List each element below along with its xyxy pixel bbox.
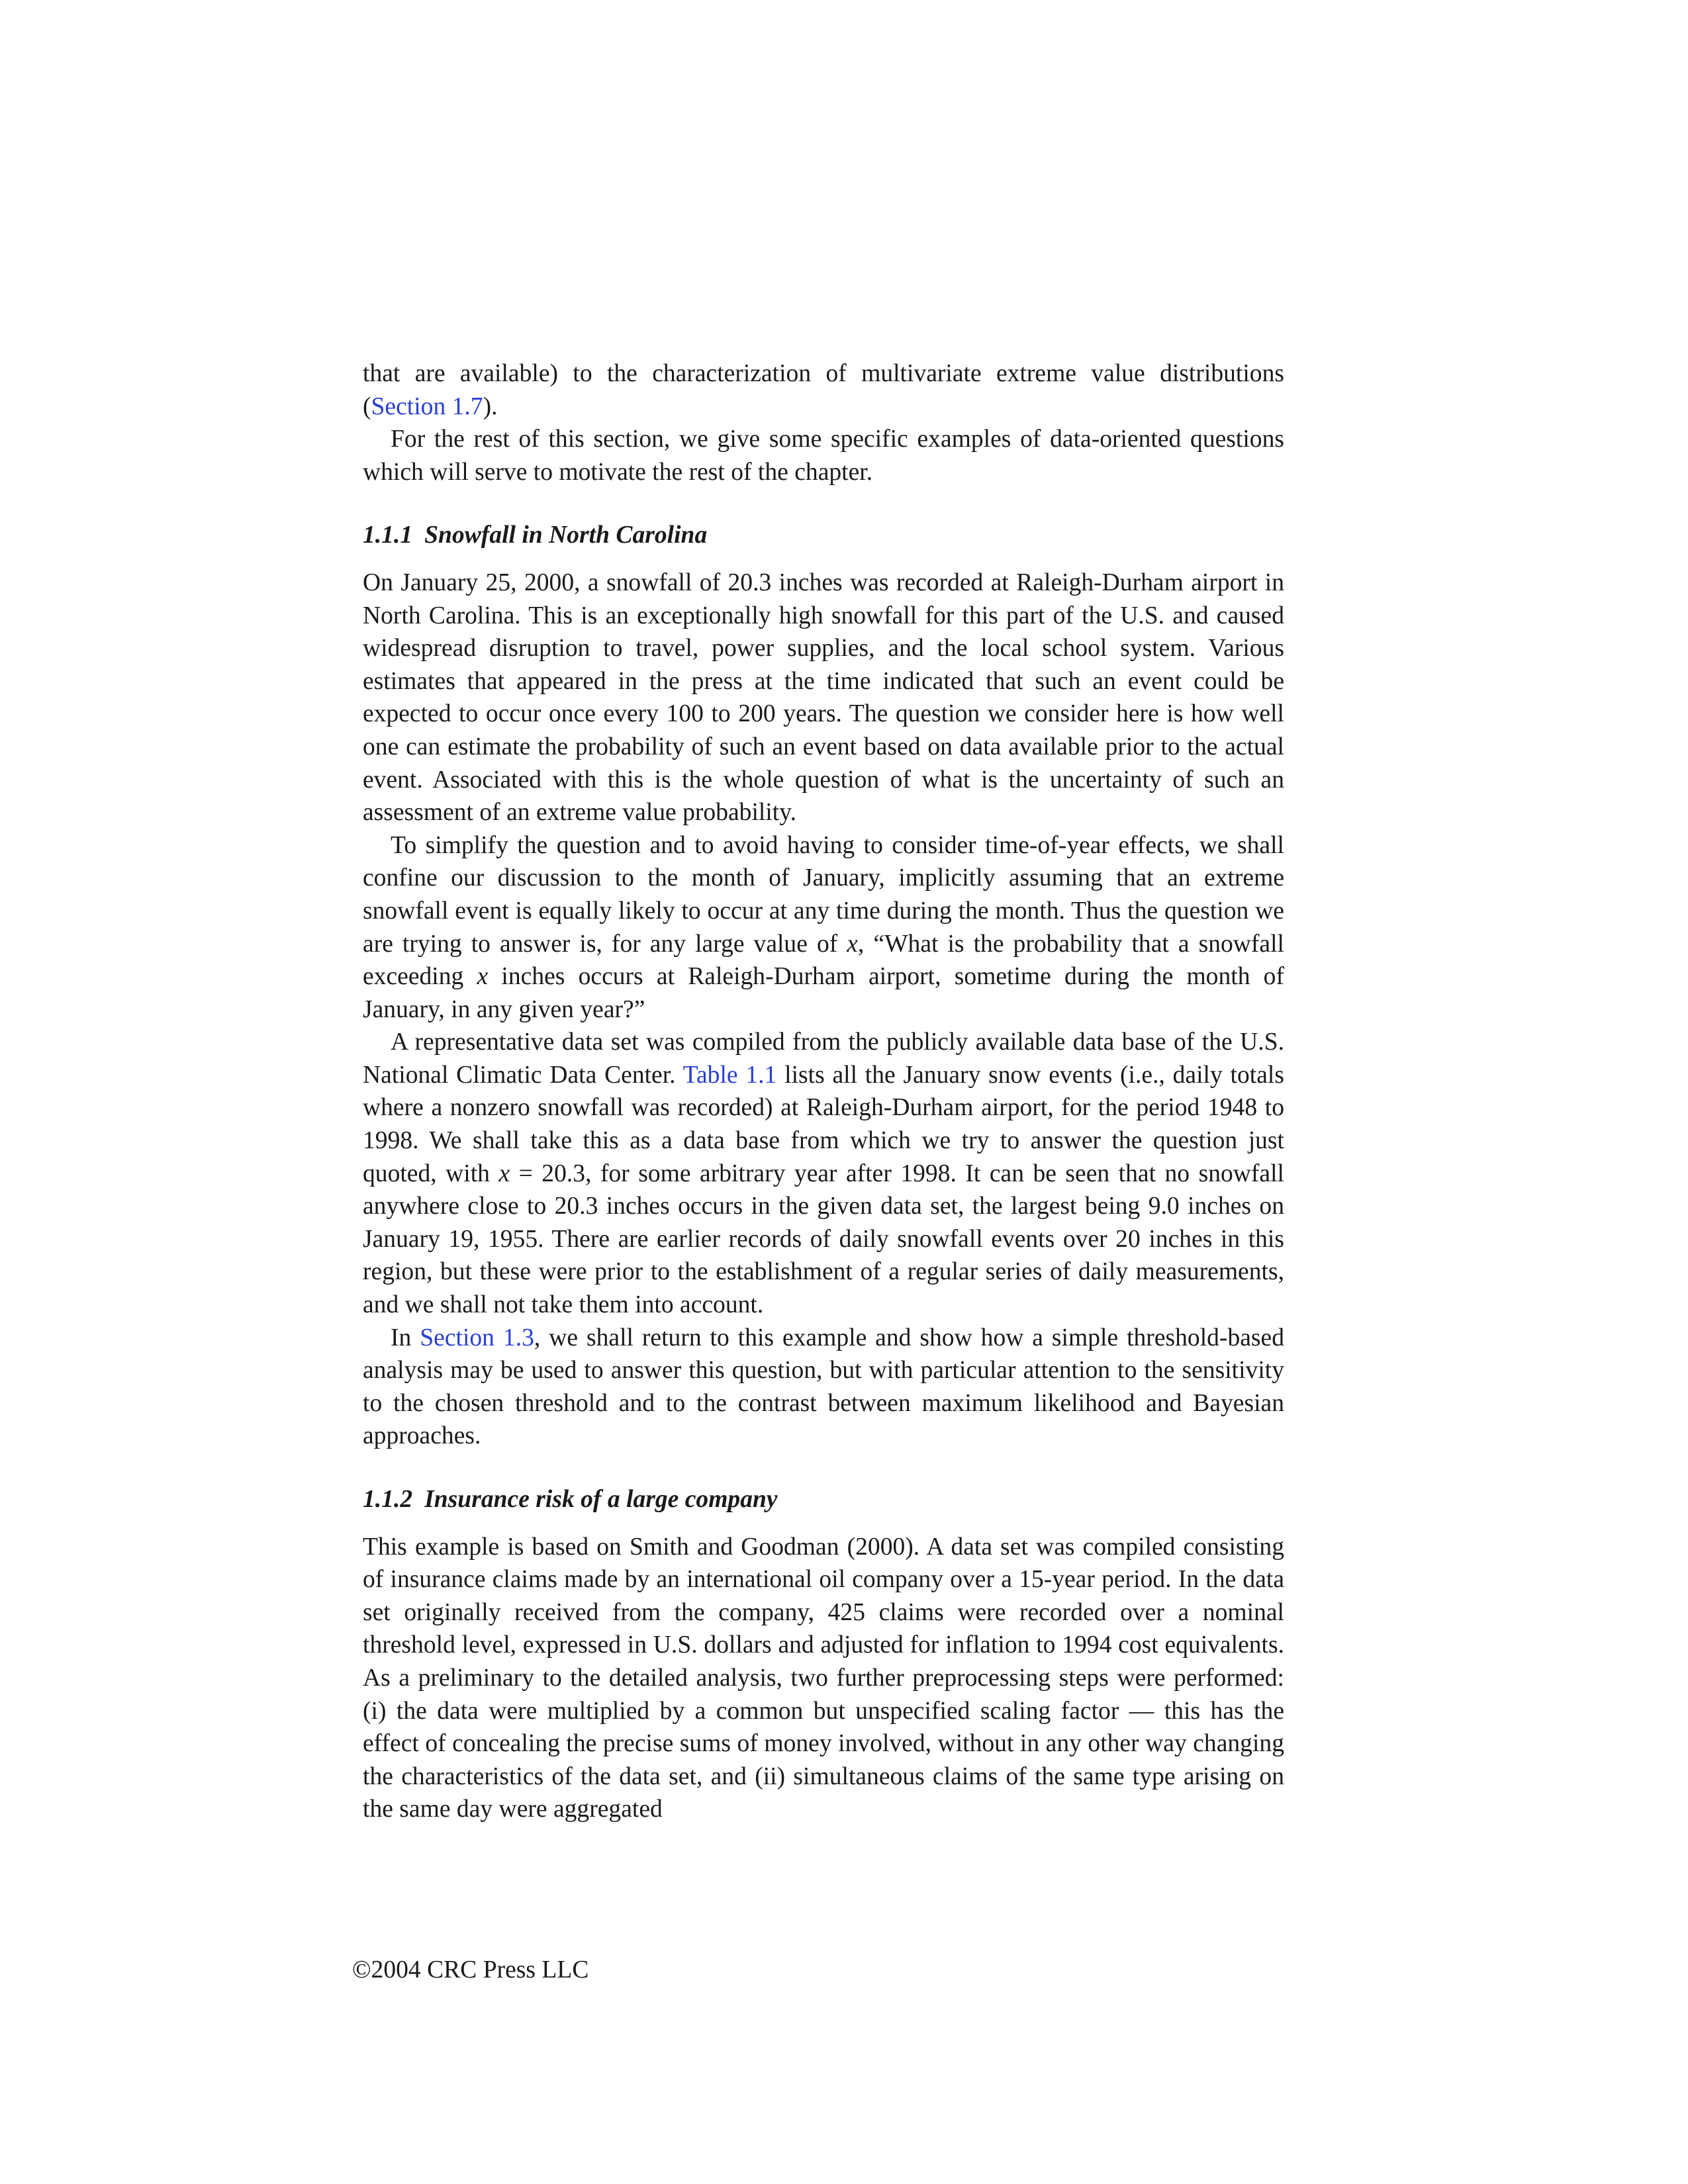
- section-heading-1-1-2: [363, 1483, 1284, 1516]
- snowfall-paragraph-1: On January 25, 2000, a snowfall of 20.3 inches was recorded at Raleigh-Durham airport in North Carolina. This is an exceptionally high snowfall for this part of the U.S. and caused widespread disruption to travel, power supplies, and the local school system. Various estimates that appeared in the press at the time indicated that such an event could be expected to occur once every 100 to 200 years. The question we consider here is how well one can estimate the probability of such an event based on data available prior to the actual event. Associated with this is the whole question of what is the uncertainty of such an assessment of an extreme value probability.: [363, 569, 1284, 827]
- snowfall-p2-text-c: inches occurs at Raleigh-Durham airport, sometime during the month of January, in any given year?”: [363, 963, 1284, 1023]
- insurance-paragraph-1: This example is based on Smith and Goodman (2000). A data set was compiled consisting of insurance claims made by an international oil company over a 15-year period. In the data set originally received from the company, 425 claims were recorded over a nominal threshold level, expressed in U.S. dollars and adjusted for inflation to 1994 cost equivalents. As a preliminary to the detailed analysis, two further preprocessing steps were performed: (i) the data were multiplied by a common but unspecified scaling factor — this has the effect of concealing the precise sums of money involved, without in any other way changing the characteristics of the data set, and (ii) simultaneous claims of the same type arising on the same day were aggregated: [363, 1533, 1284, 1823]
- section-1-3-link[interactable]: Section 1.3: [420, 1324, 534, 1351]
- snowfall-p3-text-c: = 20.3, for some arbitrary year after 1998. It can be seen that no snowfall anywhere close to 20.3 inches occurs in the given data set, the largest being 9.0 inches on January 19, 1955. There are earlier records of daily snowfall events over 20 inches in this region, but these were prior to the establishment of a regular series of daily measurements, and we shall not take them into account.: [363, 1160, 1284, 1319]
- snowfall-paragraph-3: [363, 1026, 1284, 1321]
- snowfall-p2-text-b: , “What is the probability that a snowfall exceeding: [363, 930, 1284, 991]
- snowfall-p4-text-a: In: [391, 1324, 420, 1351]
- section-heading-1-1-1: [363, 519, 1284, 552]
- math-variable-x: x: [477, 963, 489, 991]
- table-1-1-link[interactable]: Table 1.1: [682, 1061, 777, 1089]
- math-variable-x: x: [498, 1160, 510, 1187]
- intro-paragraph-2: For the rest of this section, we give some specific examples of data-oriented questions which will serve to motivate the rest of the chapter.: [363, 426, 1284, 486]
- snowfall-p4-text-b: , we shall return to this example and show how a simple threshold-based analysis may be used to answer this question, but with particular attention to the sensitivity to the chosen threshold and to the contrast between maximum likelihood and Bayesian approaches.: [363, 1324, 1284, 1450]
- intro-p1-text: that are available) to the characterization of multivariate extreme value distributions (: [363, 360, 1284, 420]
- section-number: 1.1.1: [363, 522, 413, 549]
- snowfall-p3-text-a: A representative data set was compiled from the publicly available data base of the U.S. National Climatic Data Center.: [363, 1028, 1284, 1089]
- snowfall-p3-text-b: lists all the January snow events (i.e., daily totals where a nonzero snowfall was recorded) at Raleigh-Durham airport, for the period 1948 to 1998. We shall take this as a data base from which we try to answer the question just quoted, with: [363, 1061, 1284, 1187]
- page-body: [363, 357, 1284, 1826]
- snowfall-paragraph-2: [363, 829, 1284, 1026]
- section-title: Insurance risk of a large company: [424, 1486, 778, 1513]
- math-variable-x: x: [847, 930, 858, 958]
- section-1-7-link[interactable]: Section 1.7: [371, 392, 483, 420]
- intro-paragraph-1: [363, 357, 1284, 423]
- section-number: 1.1.2: [363, 1486, 413, 1513]
- snowfall-paragraph-4: [363, 1322, 1284, 1453]
- copyright-footer: ©2004 CRC Press LLC: [352, 1956, 589, 1983]
- intro-p1-end: ).: [483, 392, 498, 420]
- snowfall-p2-text-a: To simplify the question and to avoid having to consider time-of-year effects, we shall confine our discussion to the month of January, implicitly assuming that an extreme snowfall event is equally likely to occur at any time during the month. Thus the question we are trying to answer is, for any large value of: [363, 831, 1284, 958]
- section-title: Snowfall in North Carolina: [424, 522, 708, 549]
